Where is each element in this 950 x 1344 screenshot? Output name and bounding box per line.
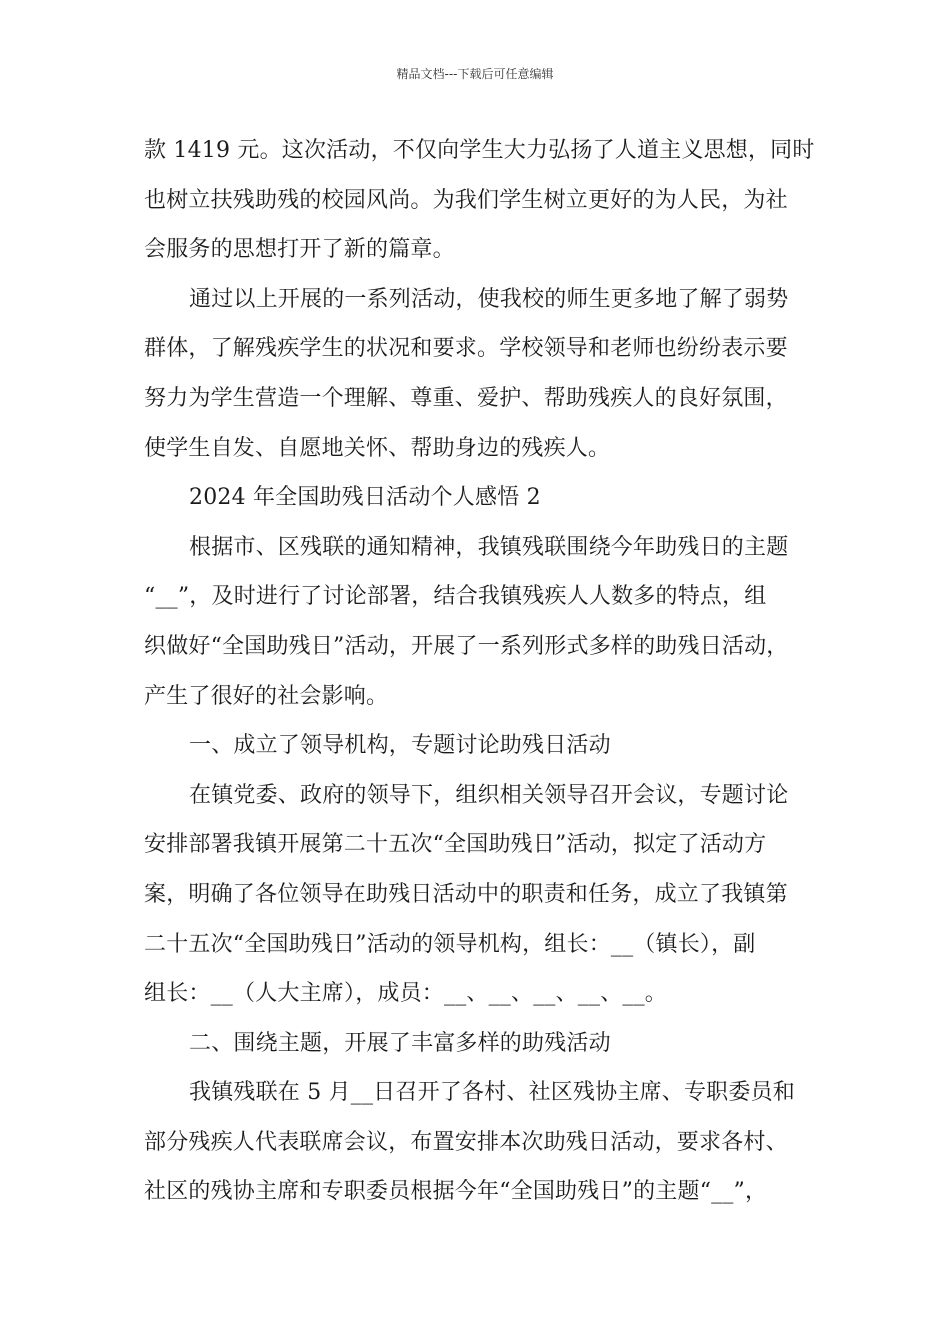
text-line: 款 1419 元。这次活动，不仅向学生大力弘扬了人道主义思想，同时: [144, 138, 815, 163]
document-body: [144, 126, 824, 1217]
section-heading: 一、成立了领导机构，专题讨论助残日活动: [189, 733, 611, 759]
text-line: 我镇残联在 5 月__日召开了各村、社区残协主席、专职委员和: [189, 1080, 795, 1106]
text-line: 群体，了解残疾学生的状况和要求。学校领导和老师也纷纷表示要: [144, 336, 788, 362]
text-line: 使学生自发、自愿地关怀、帮助身边的残疾人。: [144, 435, 611, 461]
text-line: 在镇党委、政府的领导下，组织相关领导召开会议，专题讨论: [189, 782, 789, 808]
page-header: 精品文档---下载后可任意编辑: [396, 67, 554, 81]
text-line: 通过以上开展的一系列活动，使我校的师生更多地了解了弱势: [189, 286, 789, 312]
section-heading: 二、围绕主题，开展了丰富多样的助残活动: [189, 1030, 611, 1056]
text-line: 案，明确了各位领导在助残日活动中的职责和任务，成立了我镇第: [144, 881, 788, 907]
text-line: 也树立扶残助残的校园风尚。为我们学生树立更好的为人民，为社: [144, 187, 788, 213]
text-line: 织做好“全国助残日”活动，开展了一系列形式多样的助残日活动，: [144, 633, 789, 659]
text-line: 部分残疾人代表联席会议，布置安排本次助残日活动，要求各村、: [144, 1129, 788, 1155]
text-line: 努力为学生营造一个理解、尊重、爱护、帮助残疾人的良好氛围，: [144, 385, 788, 411]
text-line: 产生了很好的社会影响。: [144, 683, 389, 709]
section-heading: 2024 年全国助残日活动个人感悟 2: [189, 485, 541, 511]
text-line: 二十五次“全国助残日”活动的领导机构，组长：__（镇长），副: [144, 931, 756, 957]
text-line: 会服务的思想打开了新的篇章。: [144, 237, 455, 263]
text-line: “__”，及时进行了讨论部署，结合我镇残疾人人数多的特点，组: [144, 584, 767, 610]
text-line: 组长：__（人大主席），成员：__、__、__、__、__。: [144, 981, 668, 1007]
text-line: 社区的残协主席和专职委员根据今年“全国助残日”的主题“__”，: [144, 1179, 768, 1205]
text-line: 安排部署我镇开展第二十五次“全国助残日”活动，拟定了活动方: [144, 832, 767, 858]
text-line: 根据市、区残联的通知精神，我镇残联围绕今年助残日的主题: [189, 534, 789, 560]
